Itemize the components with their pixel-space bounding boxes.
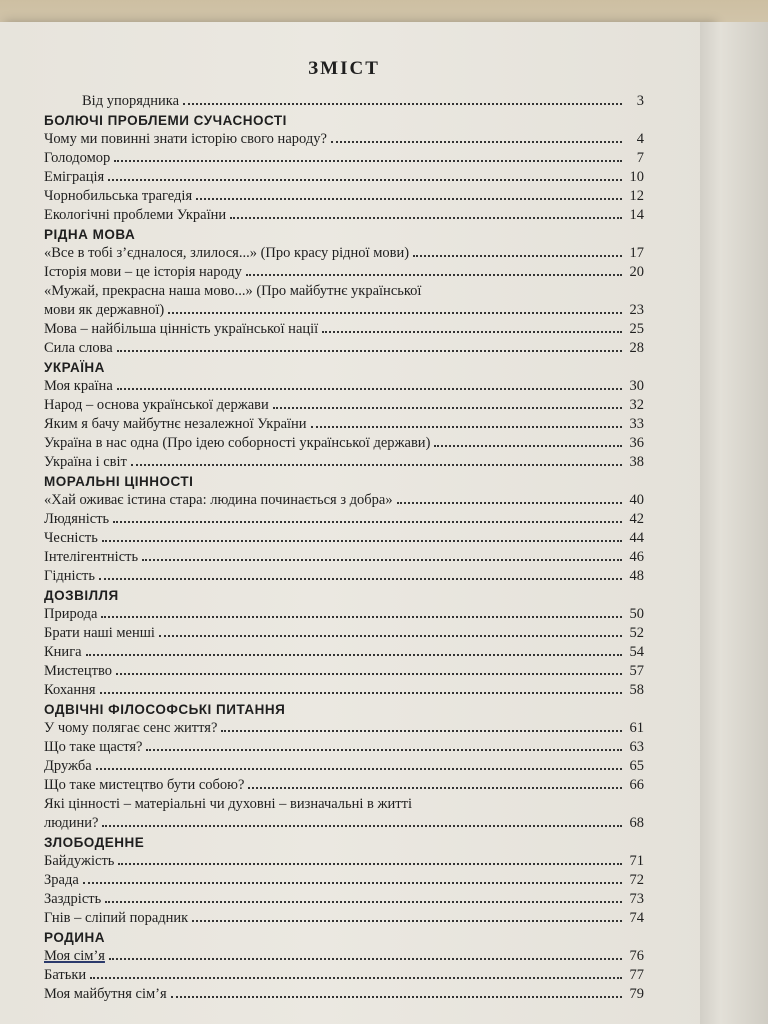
toc-entry <box>44 624 644 643</box>
toc-page-number: 77 <box>629 967 644 983</box>
toc-page-number: 61 <box>629 720 644 736</box>
toc-entry-text: Байдужість <box>44 853 115 869</box>
dot-leader <box>434 445 622 447</box>
toc-entry <box>44 871 644 890</box>
toc-entry <box>44 168 644 187</box>
toc-page-number: 25 <box>629 321 644 337</box>
toc-entry <box>44 244 644 263</box>
toc-section-heading: ОДВІЧНІ ФІЛОСОФСЬКІ ПИТАННЯ <box>44 702 286 717</box>
toc-entry-text: Моя країна <box>44 378 113 394</box>
dot-leader <box>102 540 622 542</box>
toc-entry-text: мови як державної) <box>44 302 165 318</box>
dot-leader <box>116 673 622 675</box>
dot-leader <box>96 768 622 770</box>
toc-page-number: 73 <box>629 891 644 907</box>
dot-leader <box>90 977 622 979</box>
toc-entry-text: Заздрість <box>44 891 102 907</box>
dot-leader <box>273 407 622 409</box>
toc-page-number: 48 <box>629 568 644 584</box>
toc-entry-text: Еміграція <box>44 169 105 185</box>
toc-entry <box>44 320 644 339</box>
toc-section-heading: МОРАЛЬНІ ЦІННОСТІ <box>44 474 194 489</box>
dot-leader <box>196 198 622 200</box>
toc-entry <box>44 681 644 700</box>
toc-entry-text: Україна в нас одна (Про ідею соборності української держави) <box>44 435 431 451</box>
toc-entry <box>44 719 644 738</box>
toc-page-number: 30 <box>629 378 644 394</box>
toc-entry-text: людини? <box>44 815 99 831</box>
dot-leader <box>168 312 622 314</box>
dot-leader <box>246 274 622 276</box>
toc-entry-text: Чорнобильська трагедія <box>44 188 193 204</box>
dot-leader <box>397 502 622 504</box>
toc-entry <box>44 491 644 510</box>
toc-page-number: 36 <box>629 435 644 451</box>
toc-entry-text: Мистецтво <box>44 663 112 679</box>
toc-entry <box>44 206 644 225</box>
dot-leader <box>100 692 622 694</box>
toc-entry <box>44 947 644 966</box>
toc-entry-text: Чому ми повинні знати історію свого народу? <box>44 131 327 147</box>
toc-page-number: 76 <box>629 948 644 964</box>
toc-entry-text: Мова – найбільша цінність української нації <box>44 321 319 337</box>
dot-leader <box>114 160 622 162</box>
toc-entry-text: Народ – основа української держави <box>44 397 269 413</box>
toc-sections <box>44 111 644 1004</box>
toc-entry-intro <box>44 92 644 111</box>
toc-entry <box>44 662 644 681</box>
toc-entry-text: Історія мови – це історія народу <box>44 264 242 280</box>
toc-entry-text: Гнів – сліпий порадник <box>44 910 189 926</box>
toc-entry <box>44 852 644 871</box>
toc-entry <box>44 890 644 909</box>
dot-leader <box>86 654 622 656</box>
toc-entry <box>44 301 644 320</box>
toc-entry <box>44 396 644 415</box>
toc-page-number: 38 <box>629 454 644 470</box>
toc-entry-text: «Хай оживає істина стара: людина починається з добра» <box>44 492 393 508</box>
toc-page-number: 66 <box>629 777 644 793</box>
toc-entry <box>44 605 644 624</box>
toc-page-number: 50 <box>629 606 644 622</box>
toc-entry <box>44 377 644 396</box>
dot-leader <box>83 882 622 884</box>
toc-entry-text: «Все в тобі з’єдналося, злилося...» (Про красу рідної мови) <box>44 245 410 261</box>
dot-leader <box>131 464 622 466</box>
toc-entry-text: Україна і світ <box>44 454 127 470</box>
toc-entry-text: Дружба <box>44 758 92 774</box>
dot-leader <box>113 521 622 523</box>
toc-entry <box>44 263 644 282</box>
toc-page-number: 54 <box>629 644 644 660</box>
toc-page-number: 23 <box>629 302 644 318</box>
dot-leader <box>248 787 622 789</box>
toc-page-number: 63 <box>629 739 644 755</box>
dot-leader <box>109 958 622 960</box>
toc-page-number: 14 <box>629 207 644 223</box>
toc-entry <box>44 757 644 776</box>
toc-entry <box>44 985 644 1004</box>
toc-entry <box>44 130 644 149</box>
toc-section-heading: ЗЛОБОДЕННЕ <box>44 835 145 850</box>
toc-page-number: 3 <box>636 93 644 109</box>
toc-section-heading: УКРАЇНА <box>44 360 105 375</box>
toc-entry-text: Людяність <box>44 511 110 527</box>
toc-title: ЗМІСТ <box>308 58 380 79</box>
toc-page-number: 33 <box>629 416 644 432</box>
toc-entry-text: Брати наші менші <box>44 625 155 641</box>
dot-leader <box>117 388 622 390</box>
toc-page-number: 71 <box>629 853 644 869</box>
dot-leader <box>192 920 622 922</box>
dot-leader <box>230 217 622 219</box>
toc-page-number: 7 <box>636 150 644 166</box>
toc-page-number: 32 <box>629 397 644 413</box>
toc-entry <box>44 738 644 757</box>
dot-leader <box>99 578 622 580</box>
dot-leader <box>413 255 622 257</box>
toc-section-heading: РІДНА МОВА <box>44 227 136 242</box>
dot-leader <box>311 426 622 428</box>
dot-leader <box>159 635 622 637</box>
toc-entry-text: Батьки <box>44 967 87 983</box>
toc-entry <box>44 776 644 795</box>
toc-entry-text: «Мужай, прекрасна наша мово...» (Про майбутнє української <box>44 283 422 299</box>
toc-entry <box>44 966 644 985</box>
toc-entry <box>44 510 644 529</box>
toc-entry-text: Інтелігентність <box>44 549 139 565</box>
toc-page-number: 68 <box>629 815 644 831</box>
toc-page-number: 28 <box>629 340 644 356</box>
toc-entry <box>44 567 644 586</box>
toc-page-number: 40 <box>629 492 644 508</box>
toc-page-number: 58 <box>629 682 644 698</box>
toc-entry-text: Сила слова <box>44 340 113 356</box>
toc-section-heading: РОДИНА <box>44 930 105 945</box>
toc-entry-text: Природа <box>44 606 98 622</box>
toc-entry <box>44 529 644 548</box>
toc-entry <box>44 434 644 453</box>
toc-entry-text: Екологічні проблеми України <box>44 207 227 223</box>
toc-entry-text: Яким я бачу майбутнє незалежної України <box>44 416 307 432</box>
toc-entry-text: У чому полягає сенс життя? <box>44 720 218 736</box>
toc-entry <box>44 415 644 434</box>
dot-leader <box>331 141 622 143</box>
toc-entry <box>44 548 644 567</box>
toc-entry <box>44 643 644 662</box>
toc-entry-text: Що таке мистецтво бути собою? <box>44 777 245 793</box>
toc-page-number: 20 <box>629 264 644 280</box>
dot-leader <box>322 331 622 333</box>
toc-page-number: 79 <box>629 986 644 1002</box>
toc-entry <box>44 909 644 928</box>
toc-entry-text: Зрада <box>44 872 79 888</box>
dot-leader <box>221 730 622 732</box>
dot-leader <box>146 749 622 751</box>
dot-leader <box>102 825 622 827</box>
toc-entry-text: Голодомор <box>44 150 111 166</box>
toc-entry-text: Гідність <box>44 568 95 584</box>
toc-page-number: 46 <box>629 549 644 565</box>
toc-entry-text: Моя майбутня сім’я <box>44 986 167 1002</box>
dot-leader <box>117 350 622 352</box>
toc-entry-text: Від упорядника <box>82 93 180 109</box>
toc-section-heading: БОЛЮЧІ ПРОБЛЕМИ СУЧАСНОСТІ <box>44 113 287 128</box>
toc-entry-text: Чесність <box>44 530 98 546</box>
toc-entry <box>44 453 644 472</box>
toc-entry <box>44 149 644 168</box>
toc-page-number: 44 <box>629 530 644 546</box>
toc-entry-text: Моя сім’я <box>44 948 105 964</box>
toc-entry-text: Книга <box>44 644 82 660</box>
toc-page-number: 52 <box>629 625 644 641</box>
next-page-edge <box>700 22 768 1024</box>
toc-page-number: 57 <box>629 663 644 679</box>
toc-page-number: 17 <box>629 245 644 261</box>
toc-entry-text: Що таке щастя? <box>44 739 143 755</box>
toc-page-number: 72 <box>629 872 644 888</box>
toc-page-number: 42 <box>629 511 644 527</box>
toc-page-number: 12 <box>629 188 644 204</box>
toc-page-number: 4 <box>636 131 644 147</box>
toc-entry <box>44 187 644 206</box>
dot-leader <box>183 103 622 105</box>
dot-leader <box>142 559 622 561</box>
toc-entry-text: Кохання <box>44 682 96 698</box>
toc-entry <box>44 814 644 833</box>
dot-leader <box>171 996 622 998</box>
table-of-contents <box>44 58 644 1004</box>
toc-section-heading: ДОЗВІЛЛЯ <box>44 588 119 603</box>
toc-page-number: 65 <box>629 758 644 774</box>
dot-leader <box>118 863 622 865</box>
dot-leader <box>101 616 622 618</box>
toc-entry-text: Які цінності – матеріальні чи духовні – визначальні в житті <box>44 796 413 812</box>
dot-leader <box>108 179 622 181</box>
dot-leader <box>105 901 622 903</box>
toc-page-number: 10 <box>629 169 644 185</box>
toc-entry <box>44 339 644 358</box>
toc-page-number: 74 <box>629 910 644 926</box>
